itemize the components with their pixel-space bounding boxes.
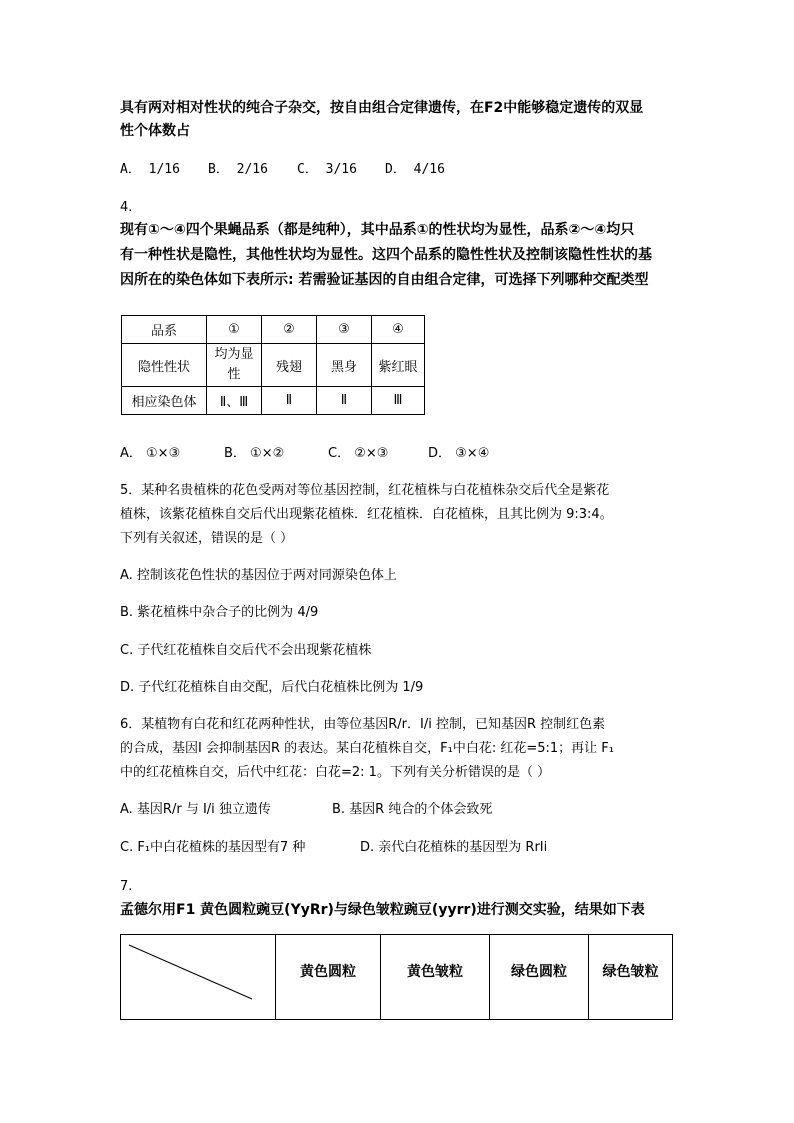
q5-stem-line2: 植株，该紫花植株自交后代出现紫花植株．红花植株．白花植株，且其比例为 9:3:4。: [120, 507, 613, 522]
q4-stem-line1: 现有①～④四个果蝇品系（都是纯种），其中品系①的性状均为显性，品系②～④均只: [120, 222, 635, 238]
table-cell: 紫红眼: [372, 344, 425, 387]
table-header-cell: ①: [207, 316, 262, 344]
q7-testcross-table: [120, 934, 673, 1020]
q4-option-d: D． ③×④: [428, 446, 490, 461]
q7-stem-line1: 孟德尔用F1 黄色圆粒豌豆(YyRr)与绿色皱粒豌豆(yyrr)进行测交实验，结果如下表: [120, 902, 645, 918]
table-row: [122, 344, 425, 387]
q7-number: 7.: [120, 879, 133, 894]
q5-option-a: A. 控制该花色性状的基因位于两对同源染色体上: [120, 568, 397, 583]
q3-stem-line2: 性个体数占: [120, 123, 190, 139]
q4-stem-line3: 因所在的染色体如下表所示: 若需验证基因的自由组合定律，可选择下列哪种交配类型: [120, 272, 649, 288]
table-cell: [207, 344, 262, 387]
table-cell-line: 性: [227, 367, 241, 382]
table-header-cell: ④: [372, 316, 425, 344]
table-header-cell: 绿色皱粒: [589, 935, 673, 1020]
q6-stem-line2: 的合成，基因I 会抑制基因R 的表达。某白花植株自交，F₁中白花: 红花=5:1；再让 F₁: [120, 741, 614, 756]
q4-number: 4.: [120, 200, 133, 215]
table-header-cell: 绿色圆粒: [490, 935, 589, 1020]
q6-option-d: D. 亲代白花植株的基因型为 RrIi: [360, 840, 548, 855]
q4-options: [120, 444, 489, 464]
q6-stem-line3: 中的红花植株自交，后代中红花：白花=2: 1。下列有关分析错误的是（ ）: [120, 765, 551, 780]
q3-option-d: D． 4/16: [385, 162, 445, 177]
q6-options-row1: [120, 800, 492, 820]
table-cell: Ⅱ、Ⅲ: [207, 387, 262, 415]
table-row: [122, 316, 425, 344]
q3-option-b: B． 2/16: [208, 162, 268, 177]
table-header-cell: 品系: [122, 316, 207, 344]
table-cell: 残翅: [262, 344, 317, 387]
table-cell-line: 均为显: [214, 347, 254, 362]
q6-option-c: C. F₁中白花植株的基因型有7 种: [120, 840, 306, 855]
q5-stem-line3: 下列有关叙述，错误的是（ ）: [120, 531, 294, 546]
q5-option-b: B. 紫花植株中杂合子的比例为 4/9: [120, 605, 319, 620]
q3-option-a: A． 1/16: [120, 162, 180, 177]
table-header-cell: ③: [317, 316, 372, 344]
q5-stem-line1: 5．某种名贵植株的花色受两对等位基因控制，红花植株与白花植株杂交后代全是紫花: [120, 483, 610, 498]
q4-strain-table: [121, 315, 425, 415]
table-cell: 黑身: [317, 344, 372, 387]
q5-option-c: C. 子代红花植株自交后代不会出现紫花植株: [120, 643, 372, 658]
diagonal-header-cell: [121, 935, 276, 1020]
table-row: [121, 935, 673, 1020]
table-cell: Ⅲ: [372, 387, 425, 415]
table-header-cell: 黄色皱粒: [381, 935, 490, 1020]
q4-option-c: C． ②×③: [328, 446, 389, 461]
q3-option-c: C． 3/16: [297, 162, 357, 177]
q3-stem-line1: 具有两对相对性状的纯合子杂交，按自由组合定律遗传，在F2中能够稳定遗传的双显: [120, 100, 644, 116]
table-row-label: 隐性性状: [122, 344, 207, 387]
diagonal-line-icon: [121, 935, 275, 1021]
table-cell: Ⅱ: [262, 387, 317, 415]
table-row: [122, 387, 425, 415]
table-header-cell: 黄色圆粒: [276, 935, 381, 1020]
q6-option-a: A. 基因R/r 与 I/i 独立遗传: [120, 802, 271, 817]
table-cell: Ⅱ: [317, 387, 372, 415]
q4-option-a: A． ①×③: [120, 446, 181, 461]
table-row-label: 相应染色体: [122, 387, 207, 415]
q4-stem-line2: 有一种性状是隐性，其他性状均为显性。这四个品系的隐性性状及控制该隐性性状的基: [120, 247, 652, 263]
q6-options-row2: [120, 838, 547, 858]
q5-option-d: D. 子代红花植株自由交配，后代白花植株比例为 1/9: [120, 680, 424, 695]
q4-option-b: B． ①×②: [224, 446, 285, 461]
q3-options: [120, 160, 445, 180]
q6-stem-line1: 6．某植物有白花和红花两种性状，由等位基因R/r．I/i 控制，已知基因R 控制红色素: [120, 717, 606, 732]
q6-option-b: B. 基因R 纯合的个体会致死: [332, 802, 493, 817]
table-header-cell: ②: [262, 316, 317, 344]
